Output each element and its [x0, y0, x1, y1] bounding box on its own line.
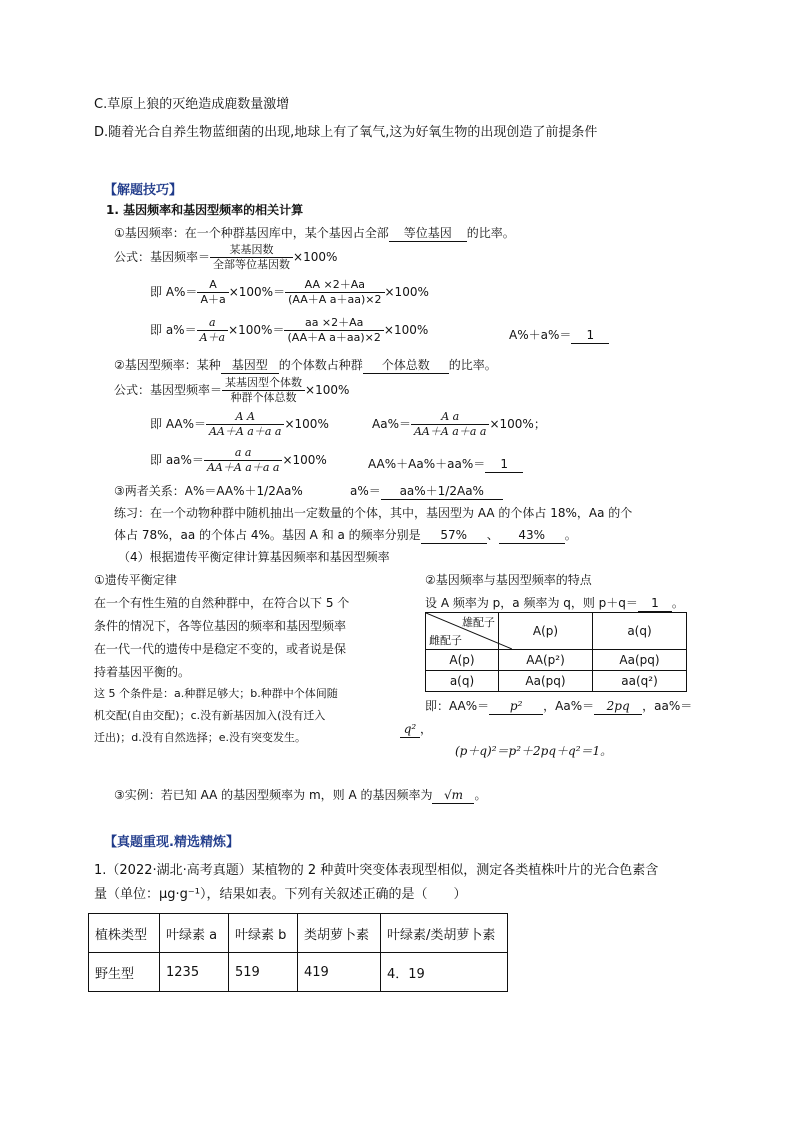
ji-AA-label: 即 AA%＝ [150, 417, 206, 431]
genotype-def-answer1: 基因型 [221, 357, 279, 374]
hw-line6: 机交配(自由交配)；c.没有新基因加入(没有迁入 [94, 709, 326, 722]
exercise-answer2: 43% [499, 527, 565, 544]
frac-a2 [284, 316, 383, 345]
formula2-times: ×100% [305, 383, 350, 397]
frac-Aa-num: A a [411, 410, 490, 425]
item1-title: 1. 基因频率和基因型频率的相关计算 [106, 203, 304, 217]
feat-answer: 1 [638, 595, 672, 612]
feat-pre: 设 A 频率为 p，a 频率为 q，则 p＋q＝ [425, 596, 638, 610]
sum-line [509, 327, 609, 344]
times-aa: ×100% [282, 453, 327, 467]
q1-line1: 1.（2022·湖北·高考真题）某植物的 2 种黄叶突变体表现型相似，测定各类植株叶片的光合色素含 [94, 863, 659, 878]
example-end: 。 [474, 788, 487, 802]
sum2-line [368, 456, 523, 473]
table-cell: 野生型 [89, 953, 160, 992]
hw-line5: 这 5 个条件是：a.种群足够大；b.种群中个体间随 [94, 687, 338, 700]
option-c: C.草原上狼的灭绝造成鹿数量激增 [94, 97, 290, 112]
exercise-line1: 练习：在一个动物种群中随机抽出一定数量的个体，其中，基因型为 AA 的个体占 18%，Aa 的个 [114, 506, 633, 520]
gene-freq-def [114, 225, 515, 242]
punnett-col-2: a(q) [593, 613, 687, 650]
times-a2: ×100% [383, 323, 429, 337]
frac-aa-num: a a [204, 446, 283, 461]
frac-A-den: A＋a [200, 293, 226, 306]
ji-line [425, 698, 692, 715]
formula1-times: ×100% [293, 250, 338, 264]
table-header-row [89, 914, 508, 953]
times-A1: ×100% [228, 285, 274, 299]
times-AA: ×100% [284, 417, 329, 431]
hw-line3: 在一代一代的遗传中是稳定不变的，或者说是保 [94, 642, 347, 656]
relation-a [350, 483, 503, 500]
q1-line2: 量（单位：μg·g⁻¹），结果如表。下列有关叙述正确的是（ ） [94, 887, 467, 902]
formula1-den: 全部等位基因数 [213, 258, 291, 271]
feat-line [425, 595, 684, 612]
formula2-num: 某基因型个体数 [222, 376, 305, 391]
example-pre: ③实例：若已知 AA 的基因型频率为 m，则 A 的基因频率为 [114, 788, 433, 802]
frac-a-den: A＋a [199, 331, 226, 344]
frac-aa [204, 446, 283, 475]
genotype-def-answer2: 个体总数 [363, 357, 449, 374]
frac-a2-den: (AA＋A a＋aa)×2 [287, 331, 381, 344]
punnett-col-1: A(p) [499, 613, 593, 650]
male-gamete-label: 雄配子 [462, 616, 495, 629]
table-cell: 519 [229, 953, 298, 992]
genotype-def-mid: 的个体数占种群 [278, 358, 363, 372]
ji-answer2: 2pq [594, 698, 642, 715]
frac-Aa-den: AA＋A a＋a a [413, 425, 487, 438]
formula1-frac [210, 243, 293, 272]
hw-line1: 在一个有性生殖的自然种群中，在符合以下 5 个 [94, 596, 350, 610]
ji-A-label: 即 A%＝ [150, 285, 198, 299]
option-d: D.随着光合自养生物蓝细菌的出现,地球上有了氧气,这为好氧生物的出现创造了前提条件 [94, 125, 598, 140]
punnett-cell-21: Aa(pq) [499, 671, 593, 692]
ji-mid1: ，Aa%＝ [543, 699, 595, 713]
sum2-answer: 1 [485, 456, 523, 473]
genotype-def [114, 357, 497, 374]
table-row [89, 953, 508, 992]
punnett-square [425, 612, 687, 692]
frac-A [197, 278, 228, 307]
times-Aa: ×100%； [489, 417, 546, 431]
formula1-label: 公式：基因频率＝ [114, 250, 211, 264]
relation-a-answer: aa%＋1/2Aa% [381, 483, 503, 500]
example-answer: √m [432, 787, 474, 804]
frac-a2-num: aa ×2＋Aa [284, 316, 383, 331]
frac-AA [206, 410, 285, 439]
formula-a-percent: 即 a%＝ $\frac{a}{A+a}$ ×100%＝ $\frac{aa \times 2+Aa}{\text{(AA＋A a＋aa)×2}}$ ×100% [150, 316, 429, 344]
feat-title: ②基因频率与基因型频率的特点 [425, 573, 592, 587]
punnett-row-2: a(q) [426, 671, 499, 692]
punnett-cell-22: aa(q²) [593, 671, 687, 692]
sum-label: A%＋a%＝ [509, 328, 572, 342]
exercise-answer1: 57% [421, 527, 487, 544]
table-header: 叶绿素 b [229, 914, 298, 953]
example-line [114, 787, 487, 804]
formula2-frac [222, 376, 305, 405]
formula-AA-percent [150, 410, 329, 439]
relation-a-label: a%＝ [350, 484, 381, 498]
pigment-table [88, 913, 508, 992]
real-header: 【真题重现.精选精炼】 [104, 835, 239, 850]
gene-freq-def-answer: 等位基因 [389, 225, 467, 242]
frac-A2-num: AA ×2＋Aa [285, 278, 384, 293]
frac-a [197, 316, 229, 345]
tips-header: 【解题技巧】 [104, 183, 183, 198]
ji-a-label: 即 a%＝ [150, 323, 197, 337]
table-cell: 4．19 [381, 953, 508, 992]
frac-a-num: a [197, 316, 229, 331]
frac-A-num: A [197, 278, 228, 293]
frac-A2 [285, 278, 384, 307]
sum2-label: AA%＋Aa%＋aa%＝ [368, 457, 486, 471]
frac-Aa [411, 410, 490, 439]
ji-line-cont [400, 721, 432, 738]
formula-aa-percent [150, 446, 327, 475]
times-A2: ×100% [384, 285, 429, 299]
frac-AA-den: AA＋A a＋a a [208, 425, 282, 438]
ji-aa-label: 即 aa%＝ [150, 453, 204, 467]
genotype-def-pre: ②基因型频率：某种 [114, 358, 221, 372]
formula2-label: 公式：基因型频率＝ [114, 383, 223, 397]
hw-line4: 持着基因平衡的。 [94, 665, 191, 679]
table-header: 类胡萝卜素 [298, 914, 381, 953]
punnett-cell-11: AA(p²) [499, 650, 593, 671]
formula2 [114, 376, 349, 405]
formula2-den: 种群个体总数 [230, 391, 297, 404]
gene-freq-def-post: 的比率。 [466, 226, 515, 240]
punnett-row-1: A(p) [426, 650, 499, 671]
formula-A-percent: 即 A%＝ $\frac{A}{A+a}$ ×100%＝ $\frac{AA \times 2+Aa}{\text{(AA＋A a＋aa)×2}}$ ×100% [150, 278, 429, 306]
sum-answer: 1 [571, 327, 609, 344]
exercise-end: 。 [564, 528, 577, 542]
table-cell: 1235 [160, 953, 229, 992]
exercise-line2-pre: 体占 78%，aa 的个体占 4%。基因 A 和 a 的频率分别是 [114, 528, 421, 542]
table-header: 植株类型 [89, 914, 160, 953]
ji-answer3: q² [400, 721, 420, 738]
hw-line2: 条件的情况下，各等位基因的频率和基因型频率 [94, 619, 347, 633]
table-header: 叶绿素 a [160, 914, 229, 953]
gene-freq-def-pre: ①基因频率：在一个种群基因库中，某个基因占全部 [114, 226, 389, 240]
exercise-sep: 、 [486, 528, 499, 542]
punnett-cell-12: Aa(pq) [593, 650, 687, 671]
formula1-num: 某基因数 [210, 243, 293, 258]
times-a1: ×100% [228, 323, 273, 337]
hw-line7: 迁出)；d.没有自然选择；e.没有突变发生。 [94, 731, 307, 744]
ji-answer1: p² [489, 698, 543, 715]
relation-A: ③两者关系：A%＝AA%＋1/2Aa% [114, 484, 303, 498]
punnett-corner [426, 613, 499, 650]
formula-Aa-percent [372, 410, 546, 439]
formula1 [114, 243, 337, 272]
item4-title: （4）根据遗传平衡定律计算基因频率和基因型频率 [118, 550, 390, 564]
frac-AA-num: A A [206, 410, 285, 425]
feat-end: 。 [671, 596, 684, 610]
exercise-line2 [114, 527, 577, 544]
female-gamete-label: 雌配子 [429, 634, 462, 647]
genotype-def-post: 的比率。 [448, 358, 497, 372]
expand-equation: (p＋q)²＝p²＋2pq＋q²＝1。 [455, 744, 613, 758]
frac-A2-den: (AA＋A a＋aa)×2 [288, 293, 382, 306]
table-cell: 419 [298, 953, 381, 992]
Aa-label: Aa%＝ [372, 417, 411, 431]
table-header: 叶绿素/类胡萝卜素 [381, 914, 508, 953]
ji-mid2: ，aa%＝ [642, 699, 693, 713]
ji-end: ， [420, 722, 433, 736]
frac-aa-den: AA＋A a＋a a [206, 461, 280, 474]
hw-title: ①遗传平衡定律 [94, 573, 177, 587]
ji-line-pre: 即：AA%＝ [425, 699, 490, 713]
